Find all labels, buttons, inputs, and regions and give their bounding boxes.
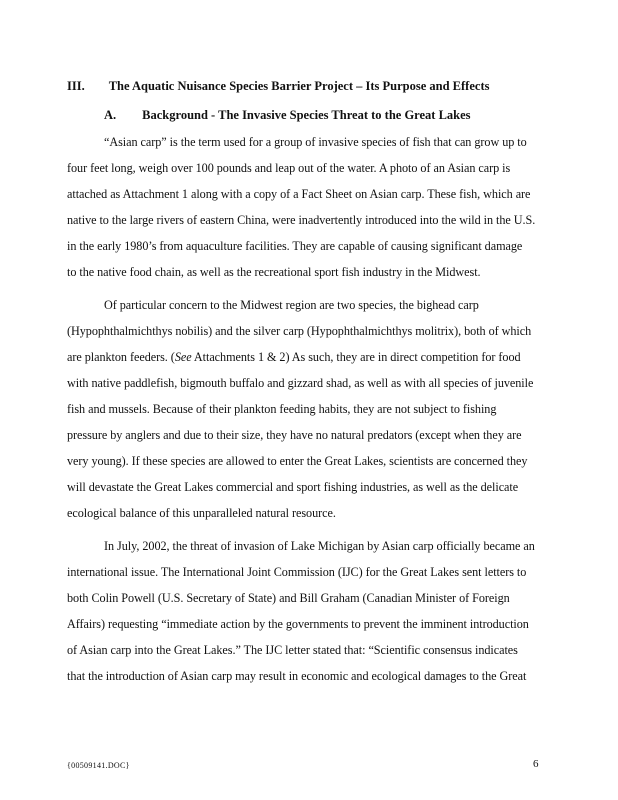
subsection-title: Background - The Invasive Species Threat to the Great Lakes [142,108,471,122]
paragraph-line: with native paddlefish, bigmouth buffalo and gizzard shad, as well as with all species of juvenile [67,376,534,390]
paragraph-line: four feet long, weigh over 100 pounds and leap out of the water. A photo of an Asian carp is [67,161,511,175]
subsection-heading [104,108,471,123]
paragraph-line: fish and mussels. Because of their plankton feeding habits, they are not subject to fishing [67,402,497,416]
section-title: The Aquatic Nuisance Species Barrier Project – Its Purpose and Effects [108,79,490,93]
see-signal-italic: See [174,350,192,364]
paragraph-line: will devastate the Great Lakes commercial and sport fishing industries, as well as the delicate [67,480,519,494]
paragraph-line: very young). If these species are allowed to enter the Great Lakes, scientists are concerned they [67,454,528,468]
paragraph-line: Affairs) requesting “immediate action by the governments to prevent the imminent introduction [67,617,529,631]
paragraph-line: in the early 1980’s from aquaculture facilities. They are capable of causing significant damage [67,239,523,253]
paragraph-line: Of particular concern to the Midwest region are two species, the bighead carp [104,298,479,312]
paragraph-line: In July, 2002, the threat of invasion of Lake Michigan by Asian carp officially became an [104,539,535,553]
paragraph-line: that the introduction of Asian carp may result in economic and ecological damages to the Great [67,669,527,683]
paragraph-line: both Colin Powell (U.S. Secretary of State) and Bill Graham (Canadian Minister of Foreign [67,591,510,605]
paragraph-line: native to the large rivers of eastern China, were inadvertently introduced into the wild in the U.S. [67,213,536,227]
section-number: III. [67,79,85,93]
paragraph-line [67,349,521,365]
page-number: 6 [533,758,539,770]
section-heading [67,79,489,94]
line-segment: Attachments 1 & 2) As such, they are in direct competition for food [191,350,521,364]
paragraph-line: of Asian carp into the Great Lakes.” The IJC letter stated that: “Scientific consensus indicates [67,643,518,657]
subsection-letter: A. [104,108,117,122]
paragraph-line: to the native food chain, as well as the recreational sport fish industry in the Midwest. [67,265,481,279]
paragraph-line: ecological balance of this unparalleled natural resource. [67,506,336,520]
paragraph-line: attached as Attachment 1 along with a copy of a Fact Sheet on Asian carp. These fish, which are [67,187,531,201]
paragraph-line: pressure by anglers and due to their size, they have no natural predators (except when they are [67,428,522,442]
paragraph-line: (Hypophthalmichthys nobilis) and the silver carp (Hypophthalmichthys molitrix), both of which [67,324,532,338]
paragraph-line: “Asian carp” is the term used for a group of invasive species of fish that can grow up to [104,135,527,149]
document-id: {00509141.DOC} [67,761,130,770]
paragraph-line: international issue. The International Joint Commission (IJC) for the Great Lakes sent letters to [67,565,527,579]
line-segment: are plankton feeders. ( [67,350,175,364]
